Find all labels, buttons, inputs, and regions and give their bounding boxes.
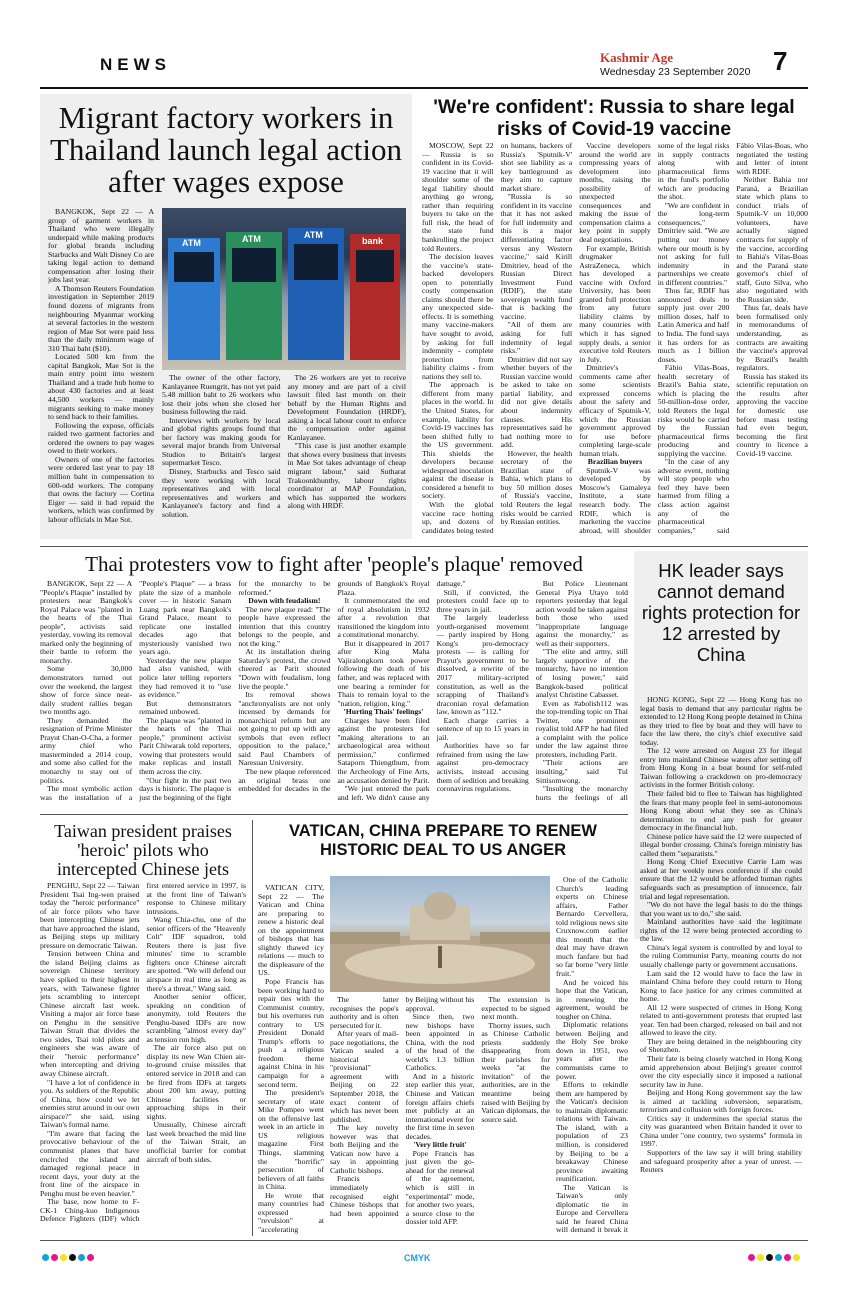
atm-sign: ATM — [182, 238, 201, 248]
subhead: Down with feudalism! — [248, 596, 321, 606]
paragraph: Critics say it undermines the special status the city was guaranteed when Britain handed it over to China under "one country, two systems" formula in 1997. — [640, 1113, 802, 1149]
paragraph: "I have a lot of confidence in you. As soldiers of the Republic of China, how could we let enemies strut around in our own airspace?" she said, using Taiwan's formal name. — [40, 1077, 140, 1130]
paragraph: The owner of the other factory, Kanlayanee Ruengrit, has not yet paid 5.48 million baht to 26 workers who lost their jobs when she closed her business following the raid. — [162, 374, 281, 417]
article-headline: Migrant factory workers in Thailand launch legal action after wages expose — [49, 100, 403, 199]
color-dot — [42, 1254, 49, 1261]
paragraph: Efforts to rekindle them are hampered by the Vatican's decision to maintain diplomatic relations with Taiwan. The island, with a population of 23 million, is considered by Beijing to be a breakaway Chinese province awaiting reunification. — [556, 1080, 628, 1184]
paragraph: "The elite and army, still largely supportive of the monarchy, have no intention of losing power," said Bangkok-based political analyst Christine Cabasset. — [535, 647, 628, 700]
paragraph: Diplomatic relations between Beijing and the Holy See broke down in 1951, two years after the communists came to power. — [556, 1020, 628, 1081]
paragraph: Some 30,000 demonstrators turned out over the weekend, the largest show of force since near-daily student rallies began two months ago. — [40, 664, 133, 717]
page-number: 7 — [773, 46, 788, 76]
paragraph: HONG KONG, Sept 22 — Hong Kong has no legal basis to demand that any particular rights be extended to 12 Hong Kong people detained in China as they tried to flee by boat and they will have to face the law there, the city's chief executive said today. — [640, 696, 802, 747]
paragraph: "I'm aware that facing the provocative behaviour of the communist planes that have encircled the island and damaged regional peace in recent days, your duty at the front line of the airspace in Penghu must be even heavier." — [40, 1128, 140, 1198]
paragraph: But demonstrators remained unbowed. — [139, 698, 232, 717]
paragraph: "Russia is so confident in its vaccine that it has not asked for full indemnity and this is a major differentiating factor versus any Western vaccine," said Kirill Dmitriev, head of the Russian Direct Investment Fund (RDIF), the state sovereign wealth fund that is backing the vaccine. — [500, 192, 573, 321]
paragraph: Each charge carries a sentence of up to 15 years in jail. — [436, 715, 529, 742]
subhead: 'Hurting Thais' feelings' — [343, 707, 424, 717]
article-headline: Thai protesters vow to fight after 'people's plaque' removed — [85, 552, 583, 576]
paragraph: "We do not have the legal basis to do the things that you want us to do," she said. — [640, 900, 802, 918]
article-headline: HK leader says cannot demand rights protection for 12 arrested by China — [641, 560, 801, 665]
article-body-right — [556, 876, 628, 1234]
subhead: Brazilian buyers — [587, 457, 643, 467]
paragraph: Their fate is being closely watched in Hong Kong amid apprehension about Beijing's greater control over the city especially since it imposed a national security law in June. — [640, 1053, 802, 1089]
paragraph: The approach is different from many places in the world. In the United States, for example, liability for Covid-19 vaccines has been shifted fully to the US government. This shields the developers because widespread inoculation against the disease is considered a benefit to society. — [422, 380, 494, 501]
paragraph: Vaccine developers around the world are compressing years of development into months, raising the possibility of unexpected consequences and making the issue of compensation claims a key point in supply deal negotiations. — [579, 142, 651, 245]
color-dot — [78, 1254, 85, 1261]
atm-sign: bank — [362, 236, 384, 246]
atm-sign: ATM — [304, 230, 323, 240]
paragraph: PENGHU, Sept 22 — Taiwan President Tsai Ing-wen praised today the "heroic performance" of air force pilots who have been intercepting Chinese jets that have approached the island, as Beijing steps up military pressure on democratic Taiwan. — [40, 882, 140, 950]
paragraph: Fábio Vilas-Boas, health secretary of Brazil's Bahia state, which is placing the 50-million-dose order, told Reuters the legal risks would be carried by the Russian pharmaceutical firms producing and supplying the vaccine. — [657, 363, 730, 458]
article-body — [422, 142, 808, 536]
paragraph: Chinese police have said the 12 were suspected of illegal border crossing. China's foreign ministry has called them "separatists." — [640, 831, 802, 858]
paragraph: "Their actions are insulting," said Tul Sittisomwong. — [535, 758, 628, 785]
article-body-right — [162, 374, 406, 532]
section-label: NEWS — [100, 55, 171, 74]
article-headline: 'We're confident': Russia to share legal risks of Covid-19 vaccine — [433, 96, 795, 140]
paragraph: Dmitriev did not say whether buyers of the Russian vaccine would be asked to take on partial liability, and did not give details about indemnity clauses. His representatives said he had nothing more to add. — [500, 354, 573, 450]
paragraph: The decision leaves the vaccine's state-backed developers open to potentially costly compensation claims should there be any unexpected side-effects. It is something many vaccine-makers have sought to avoid, by asking for full indemnity - complete protection from liability claims - from nations they sell to. — [422, 252, 494, 381]
paragraph: But it disappeared in 2017 after King Maha Vajiralongkorn took power following the death of his father, and was replaced with one bearing a reminder for Thais to remain loyal to the "nation, religion, king." — [337, 638, 430, 708]
paragraph: Mainland authorities have said the legitimate rights of the 12 were being protected according to the law. — [640, 917, 802, 944]
paragraph: The most symbolic action was the installation of a "People's Plaque" — a brass plate the size of a manhole cover — in historic Sanam Luang park near Bangkok's Grand Palace, meant to replicate one installed decades ago that mysteriously vanished two years ago. — [40, 580, 232, 802]
article-body — [40, 580, 628, 808]
paragraph: Authorities have so far refrained from using the law against pro-democracy activists, instead accusing them of sedition and breaking coronavirus regulations. — [436, 741, 529, 794]
paragraph: Tension between China and the island Beijing claims as sovereign Chinese territory have spiked to their highest in years, with Taiwanese fighter jets scrambling to intercept Chinese aircraft last week. Visiting a major air force base on Penghu in the sensitive Taiwan Strait that divides the two sides, Tsai told pilots and engineers she was aware of their "heroic performance" when intercepting and driving away Chinese aircraft. — [40, 949, 140, 1079]
paragraph: Thus far, RDIF has announced deals to supply just over 200 million doses, half to Latin America and half to India. The fund says it has orders for as much as 1 billion doses. — [657, 286, 730, 364]
paragraph: Thus far, deals have been formalised only in memorandums of understanding, as contracts are awaiting the vaccine's approval by Brazil's health regulators. — [736, 303, 808, 373]
paragraph: Its removal shows "anchronyalists are not only incensed by demands for monarchical reform but are not going to put up with any symbols that even reflect opposition to the palace," said Paul Chambers of Naresuan University. — [238, 690, 331, 768]
paragraph: China's legal system is controlled by and loyal to the ruling Communist Party, meaning courts do not usually challenge party or government accusations. — [640, 942, 802, 969]
paragraph: Pope Francis has been working hard to repair ties with the Communist country, but his overtures run contrary to US President Donald Trump's efforts to push a religious freedom theme against China in his campaign for a second term. — [258, 977, 324, 1089]
paragraph: The latter recognises the pope's authority and is often persecuted for it. — [330, 996, 399, 1030]
paragraph: Dmitriev's comments came after some scientists expressed concerns about the safety and efficacy of Sputnik-V, which the Russian government approved for use before completing large-scale human trials. — [579, 363, 651, 458]
paragraph: The 12 were arrested on August 23 for illegal entry into mainland Chinese waters after setting off from Hong Kong in a boat bound for self-ruled Taiwan following a crackdown on pro-democracy activists in the former British colony. — [640, 746, 802, 790]
article-body — [40, 882, 246, 1232]
color-dot — [87, 1254, 94, 1261]
paragraph: Beijing and Hong Kong government say the law is aimed at tackling subversion, separatism, terrorism and collusion with foreign forces. — [640, 1088, 802, 1115]
paragraph: The new plaque read: "The people have expressed the intention that this country belongs to the people, and not the king." — [238, 604, 331, 648]
footer-rule — [40, 1240, 808, 1241]
paragraph: Interviews with workers by local and global rights groups found that her factory was making goods for several major brands from Universal Studios to Britain's largest supermarket Tesco. — [162, 415, 281, 468]
paragraph: Yesterday the new plaque had also vanished, with police later telling reporters they had removed it to "use as evidence." — [139, 655, 232, 700]
paragraph: "All of them are asking for full indemnity of legal risks." — [500, 320, 573, 356]
paragraph: They demanded the resignation of Prime Minister Prayut Chan-O-Cha, a former army chief who masterminded a 2014 coup, and some also called for the monarchy to stay out of politics. — [40, 715, 133, 785]
article-headline: Taiwan president praises 'heroic' pilots who intercepted Chinese jets — [54, 821, 232, 879]
paragraph: However, the health secretary of the Brazilian state of Bahia, which plans to buy 50 million doses of Russia's vaccine, told Reuters the legal risks would be carried by Russian entities. — [500, 448, 573, 527]
paragraph: And he voiced his hope that the Vatican, in renewing the agreement, would be tougher on China. — [556, 977, 628, 1021]
paragraph: "In the case of any adverse event, nothing will stop people who feel they have been harmed from filing a class action against any of the pharmaceutical companies," said Fábio Vilas-Boas, who negotiated the testing and letter of intent with RDIF. — [657, 142, 808, 535]
paragraph: After years of mail-pace negotiations, the Vatican sealed a historical "provisional" agreement with Beijing on 22 September 2018, the exact content of which has never been published. — [330, 1029, 399, 1124]
color-dot — [60, 1254, 67, 1261]
color-dot — [69, 1254, 76, 1261]
paragraph: Located 500 km from the capital Bangkok, Mae Sot is the main entry point into western Thailand and a trade hub home to about 430 factories and at least 44,500 workers — mainly migrants seeking to make money to send back to their families. — [48, 352, 154, 422]
paragraph: For example, British drugmaker AstraZeneca, which has developed a vaccine with Oxford University, has been granted full protection from any future liability claims by many countries with which it has signed supply deals, a senior executive told Reuters in July. — [579, 243, 651, 364]
issue-date: Wednesday 23 September 2020 — [600, 66, 751, 78]
atm-sign: ATM — [242, 234, 261, 244]
paragraph: Hong Kong Chief Executive Carrie Lam was asked at her weekly news conference if she could ensure that the 12 would be afforded human rights safeguards such as presumption of innocence, fair trial and legal representation. — [640, 857, 802, 901]
paragraph: The extension is expected to be signed next month. — [481, 996, 550, 1022]
paragraph: The base, now home to F-CK-1 Ching-kuo Indigenous Defence Fighters (IDF) which first entered service in 1997, is at the front line of Taiwan's response to Chinese military intrusions. — [40, 882, 246, 1224]
paragraph: "We are confident in the long-term consequences," Dmitriev said. "We are putting our money where our mouth is by not asking for full indemnity in partnerships we create in different countries." — [657, 200, 730, 287]
paragraph: Owners of one of the factories were ordered last year to pay 18 million baht in compensation to 600-odd workers. The company that owns the factory — Cortina Eiger — said it had repaid the workers, which was confirmed by labour officials in Mae Sot. — [48, 454, 154, 524]
paragraph: The largely leaderless youth-organised movement — partly inspired by Hong Kong's pro-democracy protests — is calling for Prayut's government to be dissolved, a rewrite of the 2017 military-scripted constitution, as well as the scrapping of Thailand's draconian royal defamation law, known as "112." — [436, 613, 529, 717]
paragraph: Even as #abolish112 was the top-trending topic on Thai Twitter, one prominent royalist told AFP he had filed a complaint with the police under the law against three protesters, including Parit. — [535, 698, 628, 759]
paragraph: One of the Catholic Church's leading experts on Chinese affairs, Father Bernardo Cervellera, told religious news site Cruxnow.com earlier this month that the deal may have drawn much fanfare but had so far borne "very little fruit." — [556, 876, 628, 979]
article-body — [640, 696, 802, 1292]
paragraph: But Police Lieutenant General Piya Utayo told reporters yesterday that legal action would be taken against both those who used "inappropriate language against the monarchy," as well as their supporters. — [535, 580, 628, 648]
paragraph: Still, if convicted, the protesters could face up to three years in jail. — [436, 587, 529, 614]
paragraph: BANGKOK, Sept 22 — A group of garment workers in Thailand who were illegally underpaid while making products for global brands including Starbucks and Walt Disney Co are taking legal action to demand compensation after losing their jobs last year. — [48, 208, 154, 285]
paragraph: Neither Bahia nor Paraná, a Brazilian state which plans to conduct trials of Sputnik-V on 10,000 volunteers, have actually signed contracts for supply of the vaccine, according to Bahia's Vilas-Boas and the Paraná state governor's chief of staff, Guto Silva, who also negotiated with the Russian side. — [736, 175, 808, 304]
vatican-photo — [330, 876, 550, 992]
color-dot — [51, 1254, 58, 1261]
article-body-center — [330, 996, 550, 1234]
article-headline: VATICAN, CHINA PREPARE TO RENEW HISTORIC DEAL TO US ANGER — [288, 822, 597, 859]
paragraph: VATICAN CITY, Sept 22 — The Vatican and China are preparing to renew a historic deal on the appointment of bishops that has slightly thawed icy relations — much to the displeasure of the US. — [258, 884, 324, 978]
paragraph: BANGKOK, Sept 22 — A "People's Plaque" installed by protesters near Bangkok's Royal Palace was "planted in the hearts of the Thai people", activists said yesterday, vowing its removal marked only the beginning of their battle to reform the monarchy. — [40, 580, 133, 665]
paragraph: And in a historic step earlier this year, Chinese and Vatican foreign affairs chiefs met publicly at an international event for the first time in seven decades. — [405, 1071, 475, 1141]
paragraph: Charges have been filed against the protesters for "making alterations to an archaeological area without permission," confirmed Sataporn Thiengthum, from the Archeology of Fine Arts, an accusation denied by Parit. — [337, 715, 430, 785]
color-dot — [766, 1254, 773, 1261]
paragraph: The Vatican is Taiwan's only diplomatic tie in Europe and Cervellera said he feared China will demand it break it — [556, 1182, 628, 1234]
paragraph: Unusually, Chinese aircraft last week breached the mid line of the Taiwan Strait, an unofficial barrier for combat aircraft of both sides. — [146, 1120, 246, 1164]
paragraph: Following the expose, officials raided two garment factories and ordered the owners to pay wages owed to their workers. — [48, 420, 154, 456]
color-dot — [748, 1254, 755, 1261]
paragraph: Sputnik-V was developed by Moscow's Gamaleya Institute, a state research body. The RDIF, which is marketing the vaccine abroad, will shoulder some of the legal risks in supply contracts along with pharmaceutical firms in the fund's portfolio which are producing the shot. — [579, 142, 730, 535]
paragraph: A Thomson Reuters Foundation investigation in September 2019 found dozens of migrants from neighbouring Myanmar working at several factories in the western region of Mae Sot were paid less than the daily minimum wage of 310 Thai baht ($10). — [48, 283, 154, 353]
paragraph: MOSCOW, Sept 22 — Russia is so confident in its Covid-19 vaccine that it will shoulder some of the legal liability should anything go wrong, rather than requiring buyers to take on the full risk, the head of the state fund bankrolling the project told Reuters. — [422, 142, 494, 253]
paragraph: At its installation during Saturday's protest, the crowd cheered as Parit shouted "Down with feudalism, long live the people." — [238, 647, 331, 691]
color-dot — [793, 1254, 800, 1261]
paragraph: "Insulting the monarchy hurts the feelings of all — [535, 784, 628, 802]
paragraph: Since then, two new bishops have been appointed in China, with the nod of the head of the world's 1.3 billion Catholics. — [405, 1012, 475, 1073]
paragraph: The new plaque referenced an original brass one embedded for decades in the grounds of Bangkok's Royal Plaza. — [238, 580, 430, 794]
st-peters-square-image — [330, 876, 550, 992]
paragraph: Pope Francis has just given the go-ahead for the renewal of the agreement, which is still in "experimental" mode, for another two years, a source close to the dossier told AFP. — [405, 1148, 475, 1227]
paragraph: The president's secretary of state Mike Pompeo went on the offensive last week in an article in US religious magazine First Things, slamming the "horrific" persecution of believers of all faiths in China. — [258, 1088, 324, 1192]
masthead-rule — [40, 87, 808, 89]
paragraph: All 12 were suspected of crimes in Hong Kong related to anti-government protests that erupted last year. Ten had been charged, released on bail and not allowed to leave the city. — [640, 1002, 802, 1038]
brand-logo: Kashmir Age — [600, 50, 674, 65]
paragraph: Francis immediately recognised eight Chinese bishops that had been appointed by Beijing without his approval. — [330, 996, 475, 1218]
cmyk-label: CMYK — [404, 1253, 431, 1263]
paragraph: Russia has staked its scientific reputation on the results after approving the vaccine for domestic use before mass testing had even begun, becoming the first country to licence a Covid-19 vaccine. — [736, 371, 808, 458]
paragraph: Supporters of the law say it will bring stability and safeguard prosperity after a year of unrest. — Reuters — [640, 1147, 802, 1175]
divider — [40, 814, 628, 815]
registration-dots-left — [42, 1248, 96, 1266]
paragraph: The 26 workers are yet to receive any money and are part of a civil lawsuit filed last month on their behalf by the Human Rights and Development Foundation (HRDF), asking a local labour court to enforce the compensation order against Kanlayanee. — [287, 374, 406, 442]
paragraph: Disney, Starbucks and Tesco said they were working with local representatives and with local representatives and workers and Kanlayanee's factory and find a solution. — [162, 467, 281, 519]
paragraph: The plaque was "planted in the hearts of the Thai people," prominent activist Parit Chiwarak told reporters, vowing that protesters would make replicas and install them across the city. — [139, 715, 232, 777]
article-body-left — [48, 208, 154, 532]
paragraph: "Our fight in the past two days is historic. The plaque is just the beginning of the fight for the monarchy to be reformed." — [139, 580, 331, 802]
paragraph: He wrote that many countries had expressed "revulsion" at "accelerating — [258, 1190, 324, 1234]
paragraph: Their failed bid to flee to Taiwan has highlighted the fears that many people feel in semi-autonomous Hong Kong about what they see as China's determination to end any push for greater democracy in the financial hub. — [640, 789, 802, 833]
paragraph: Another senior officer, speaking on condition of anonymity, told Reuters the Penghu-based IDFs are now scrambling "almost every day" as tension run high. — [146, 992, 246, 1044]
color-dot — [757, 1254, 764, 1261]
atm-photo — [162, 208, 406, 370]
paragraph: Wang Chia-chu, one of the senior officers of the "Heavenly Colt" IDF squadron, told Reuters there is just five minutes' time to scramble fighters once Chinese aircraft are spotted. "We will defend our airspace in real time as long as there's a threat," Wang said. — [146, 915, 246, 993]
subhead: 'Very little fruit' — [413, 1140, 467, 1150]
paragraph: They are being detained in the neighbouring city of Shenzhen. — [640, 1036, 802, 1055]
paragraph: Thorny issues, such as Chinese Catholic priests suddenly disappearing from their parishes for weeks "at the invitation" of the authorities, are in the meantime being raised with Beijing by Vatican diplomats, the source said. — [481, 1020, 550, 1124]
paragraph: It commemorated the end of royal absolutism in 1932 after a revolution that transitioned the kingdom into a constitutional monarchy. — [337, 596, 430, 640]
registration-dots-right — [748, 1248, 802, 1266]
paragraph: "We just entered the park and left. We didn't cause any damage." — [337, 580, 466, 802]
atm-machines-image — [162, 208, 406, 370]
paragraph: Lam said the 12 would have to face the law in mainland China before they could return to Hong Kong to face justice for any crimes committed at home. — [640, 968, 802, 1004]
color-dot — [784, 1254, 791, 1261]
article-body-left — [258, 884, 324, 1234]
paragraph: With the global vaccine race hotting up, and dozens of candidates being tested on humans, backers of Russia's 'Sputnik-V' shot see liability as a key battleground as they aim to capture market share. — [422, 142, 573, 535]
paragraph: The air force also put on display its new Wan Chien air-to-ground cruise missiles that entered service in 2018 and can be fired from IDFs at targets about 200 km away, putting Chinese facilities or approaching ships in their sights. — [146, 1043, 246, 1121]
paragraph: The key novelty however was that both Beijing and the Vatican now have a say in appointing Catholic bishops. — [330, 1123, 399, 1175]
color-dot — [775, 1254, 782, 1261]
paragraph: "This case is just another example that shows every business that invests in Mae Sot takes advantage of cheap migrant labour," said Sutharat Trakoonkhunthy, labour rights coordinator at MAP Foundation, which has supported the workers along with HRDF. — [287, 441, 406, 511]
divider — [252, 820, 253, 1236]
divider — [40, 546, 808, 547]
